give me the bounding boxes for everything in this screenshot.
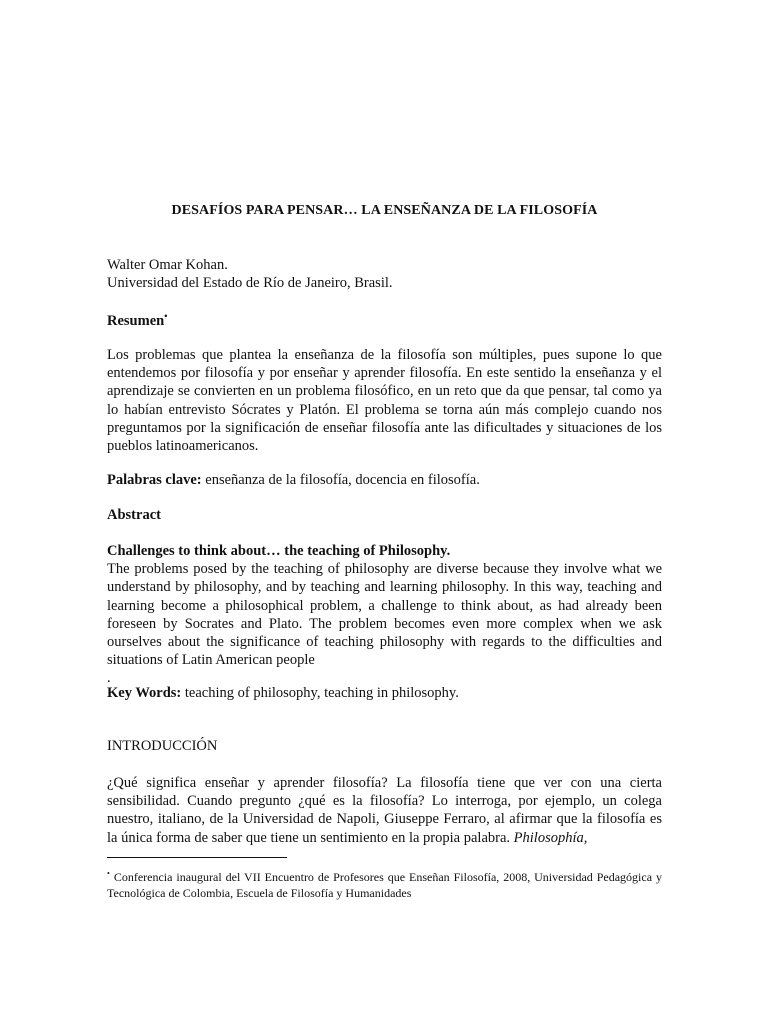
footnote-text: Conferencia inaugural del VII Encuentro de Profesores que Enseñan Filosofía, 2008, Universidad Pedagógica y Tecnológica de Colombia, Escuela de Filosofía y Humanidades: [107, 870, 662, 900]
palabras-clave-label: Palabras clave:: [107, 472, 202, 488]
abstract-trailing-dot: .: [107, 670, 111, 687]
introduccion-paragraph: [107, 774, 662, 847]
footnote: [107, 866, 662, 901]
author-block: [107, 256, 662, 292]
key-words: [107, 684, 662, 702]
introduccion-heading: INTRODUCCIÓN: [107, 738, 218, 754]
paper-title: DESAFÍOS PARA PENSAR… LA ENSEÑANZA DE LA FILOSOFÍA: [171, 203, 598, 218]
resumen-footnote-marker: •: [164, 311, 168, 321]
footnote-marker: •: [107, 869, 110, 878]
palabras-clave: [107, 471, 662, 489]
key-words-label: Key Words:: [107, 685, 182, 701]
abstract-paragraph: The problems posed by the teaching of philosophy are diverse because they involve what we understand by philosophy, and by teaching and learning philosophy. In this way, teaching and learning become a philosophical problem, a challenge to think about, as had already been foreseen by Socrates and Plato. The problem becomes even more complex when we ask ourselves about the significance of teaching philosophy with regards to the difficulties and situations of Latin American people: [107, 561, 662, 669]
introduccion-italic-tail: Philosophía,: [513, 829, 588, 846]
abstract-block: [107, 542, 662, 688]
resumen-paragraph: Los problemas que plantea la enseñanza de la filosofía son múltiples, pues supone lo que entendemos por filosofía y por enseñar y aprender filosofía. En este sentido la enseñanza y el aprendizaje se convierten en un problema filosófico, en un reto que da que pensar, tal como ya lo habían entrevisto Sócrates y Platón. El problema se torna aún más complejo cuando nos preguntamos por la significación de enseñar filosofía ante las dificultades y situaciones de los pueblos latinoamericanos.: [107, 347, 662, 455]
abstract-subtitle: Challenges to think about… the teaching of Philosophy.: [107, 543, 451, 559]
author-name: Walter Omar Kohan.: [107, 257, 228, 273]
introduccion-text: ¿Qué significa enseñar y aprender filosofía? La filosofía tiene que ver con una cierta sensibilidad. Cuando pregunto ¿qué es la filosofía? Lo interroga, por ejemplo, un colega nuestro, italiano, de la Universidad de Napoli, Giuseppe Ferraro, al afirmar que la filosofía es la única forma de saber que tiene un sentimiento en la propia palabra.: [107, 775, 662, 846]
author-affiliation: Universidad del Estado de Río de Janeiro, Brasil.: [107, 275, 393, 291]
abstract-heading: Abstract: [107, 507, 161, 523]
palabras-clave-text: enseñanza de la filosofía, docencia en filosofía.: [201, 472, 480, 488]
footnote-divider: [107, 857, 287, 858]
resumen-heading-label: Resumen: [107, 313, 165, 329]
resumen-heading: [107, 311, 167, 330]
document-page: [107, 0, 662, 1024]
key-words-text: teaching of philosophy, teaching in philosophy.: [181, 685, 459, 701]
